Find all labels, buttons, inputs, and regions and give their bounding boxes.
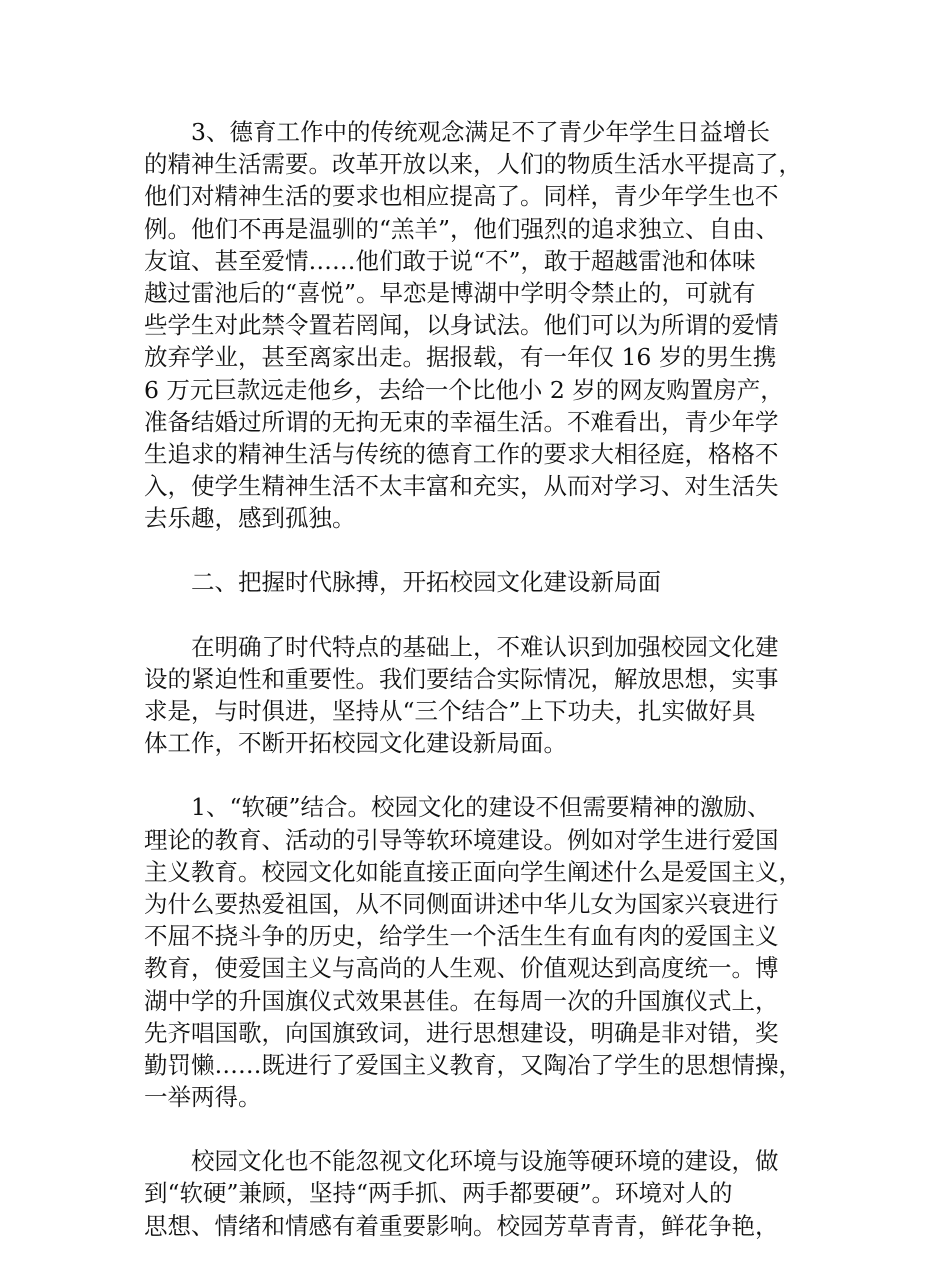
text-line: 体工作，不断开拓校园文化建设新局面。 (144, 729, 567, 758)
text-line: 设的紧迫性和重要性。我们要结合实际情况，解放思想，实事 (144, 664, 779, 693)
text-line: 他们对精神生活的要求也相应提高了。同样，青少年学生也不 (144, 182, 779, 211)
text-line: 先齐唱国歌，向国旗致词，进行思想建设，明确是非对错，奖 (144, 1018, 779, 1047)
text-line: 的精神生活需要。改革开放以来，人们的物质生活水平提高了， (144, 150, 802, 179)
text-line: 入，使学生精神生活不太丰富和充实，从而对学习、对生活失 (144, 472, 779, 501)
text-line: 勤罚懒……既进行了爱国主义教育，又陶冶了学生的思想情操， (144, 1050, 802, 1079)
section-heading (144, 566, 834, 598)
text-line: 教育，使爱国主义与高尚的人生观、价值观达到高度统一。博 (144, 954, 779, 983)
text-line: 不屈不挠斗争的历史，给学生一个活生生有血有肉的爱国主义 (144, 922, 779, 951)
text-line: 湖中学的升国旗仪式效果甚佳。在每周一次的升国旗仪式上， (144, 986, 779, 1015)
text-line: 求是，与时俱进，坚持从“三个结合”上下功夫，扎实做好具 (144, 697, 756, 725)
text-line: 越过雷池后的“喜悦”。早恋是博湖中学明令禁止的，可就有 (144, 278, 756, 307)
text-line: 校园文化也不能忽视文化环境与设施等硬环境的建设，做 (191, 1147, 779, 1176)
section-heading-text: 二、把握时代脉搏，开拓校园文化建设新局面 (191, 568, 661, 597)
paragraph-traditional-moral-education (144, 116, 834, 534)
text-line: 在明确了时代特点的基础上，不难认识到加强校园文化建 (191, 632, 779, 661)
text-line: 到“软硬”兼顾，坚持“两手抓、两手都要硬”。环境对人的 (144, 1179, 733, 1208)
text-line: 准备结婚过所谓的无拘无束的幸福生活。不难看出，青少年学 (144, 407, 779, 436)
paragraph-hard-environment (144, 1145, 834, 1242)
text-line: 放弃学业，甚至离家出走。据报载，有一年仅 16 岁的男生携 (144, 343, 777, 372)
text-line: 例。他们不再是温驯的“羔羊”，他们强烈的追求独立、自由、 (144, 214, 780, 243)
text-line: 3、德育工作中的传统观念满足不了青少年学生日益增长 (191, 118, 770, 146)
text-line: 友谊、甚至爱情……他们敢于说“不”，敢于超越雷池和体味 (144, 246, 756, 275)
text-line: 些学生对此禁令置若罔闻，以身试法。他们可以为所谓的爱情 (144, 311, 779, 340)
text-line: 6 万元巨款远走他乡，去给一个比他小 2 岁的网友购置房产， (144, 375, 784, 404)
text-line: 一举两得。 (144, 1083, 262, 1112)
text-line: 1、“软硬”结合。校园文化的建设不但需要精神的激励、 (191, 793, 771, 822)
text-line: 理论的教育、活动的引导等软环境建设。例如对学生进行爱国 (144, 825, 779, 854)
document-body (144, 116, 834, 1274)
text-line: 主义教育。校园文化如能直接正面向学生阐述什么是爱国主义， (144, 857, 802, 886)
text-line: 思想、情绪和情感有着重要影响。校园芳草青青，鲜花争艳， (144, 1211, 779, 1240)
text-line: 为什么要热爱祖国，从不同侧面讲述中华儿女为国家兴衰进行 (144, 889, 779, 918)
text-line: 去乐趣，感到孤独。 (144, 504, 356, 533)
text-line: 生追求的精神生活与传统的德育工作的要求大相径庭，格格不 (144, 439, 779, 468)
paragraph-campus-culture-urgency (144, 631, 834, 760)
paragraph-soft-hard-combination (144, 791, 834, 1113)
